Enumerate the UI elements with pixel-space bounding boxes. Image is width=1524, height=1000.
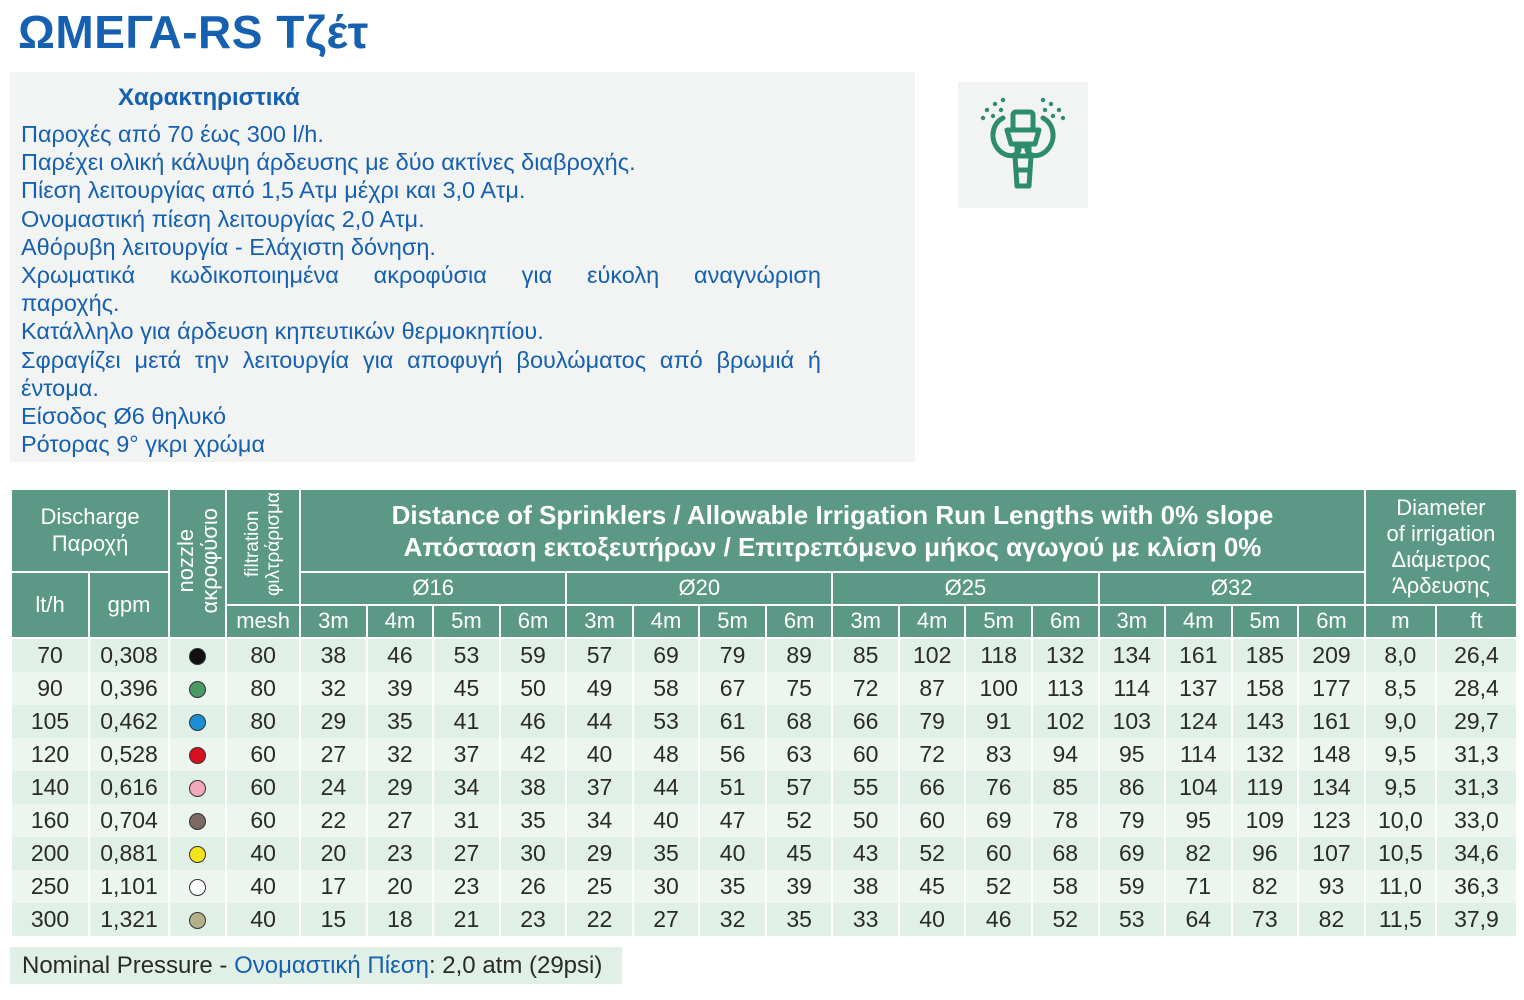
discharge-lth-cell: 120 <box>11 738 89 771</box>
run-length-cell: 38 <box>300 638 367 672</box>
run-length-cell: 67 <box>699 672 766 705</box>
run-length-cell: 68 <box>1032 837 1099 870</box>
table-row <box>11 870 1517 903</box>
run-length-cell: 40 <box>633 804 700 837</box>
run-length-cell: 29 <box>566 837 633 870</box>
run-length-cell: 22 <box>566 903 633 936</box>
table-row <box>11 705 1517 738</box>
nominal-pressure-label-en: Nominal Pressure - <box>22 952 235 979</box>
diameter-m-cell: 11,5 <box>1365 903 1436 936</box>
feature-item: Ρότορας 9° γκρι χρώμα <box>21 431 266 458</box>
mesh-cell: 60 <box>226 738 300 771</box>
run-length-cell: 60 <box>832 738 899 771</box>
run-length-cell: 132 <box>1032 638 1099 672</box>
run-length-cell: 23 <box>367 837 434 870</box>
run-length-cell: 56 <box>699 738 766 771</box>
discharge-lth-cell: 250 <box>11 870 89 903</box>
discharge-gpm-cell: 0,396 <box>89 672 169 705</box>
run-length-cell: 68 <box>766 705 833 738</box>
mesh-cell: 40 <box>226 837 300 870</box>
run-length-cell: 21 <box>433 903 500 936</box>
discharge-gpm-cell: 0,704 <box>89 804 169 837</box>
run-length-cell: 103 <box>1099 705 1166 738</box>
discharge-lth-cell: 200 <box>11 837 89 870</box>
discharge-gpm-cell: 1,321 <box>89 903 169 936</box>
run-length-cell: 79 <box>1099 804 1166 837</box>
discharge-gpm-cell: 1,101 <box>89 870 169 903</box>
nozzle-color-cell <box>169 672 226 705</box>
run-length-cell: 34 <box>433 771 500 804</box>
mesh-cell: 80 <box>226 672 300 705</box>
run-length-cell: 30 <box>633 870 700 903</box>
run-length-cell: 39 <box>367 672 434 705</box>
feature-item: Σφραγίζει μετά την λειτουργία για αποφυγή βουλώματος από βρωμιά ή έντομα. <box>21 346 821 401</box>
run-length-cell: 49 <box>566 672 633 705</box>
run-length-cell: 114 <box>1099 672 1166 705</box>
diameter-header: Diameter of irrigation Διάμετρος Άρδευσης <box>1365 489 1517 605</box>
nominal-pressure-note <box>10 947 622 984</box>
feature-item: Ονομαστική πίεση λειτουργίας 2,0 Ατμ. <box>21 205 425 232</box>
specification-table <box>10 488 1518 936</box>
run-length-cell: 161 <box>1298 705 1365 738</box>
run-length-cell: 102 <box>1032 705 1099 738</box>
unit-mesh: mesh <box>226 605 300 638</box>
spacing-header: 3m <box>566 605 633 638</box>
spacing-header: 5m <box>433 605 500 638</box>
run-length-cell: 44 <box>633 771 700 804</box>
discharge-lth-cell: 140 <box>11 771 89 804</box>
nozzle-color-cell <box>169 903 226 936</box>
nozzle-color-dot <box>189 912 206 929</box>
page-title: ΩΜΕΓΑ-RS Τζέτ <box>18 6 369 58</box>
run-length-cell: 148 <box>1298 738 1365 771</box>
run-length-cell: 37 <box>566 771 633 804</box>
diameter-ft-cell: 26,4 <box>1436 638 1517 672</box>
nozzle-color-dot <box>189 813 206 830</box>
run-length-cell: 85 <box>1032 771 1099 804</box>
nominal-pressure-value: : 2,0 atm (29psi) <box>428 952 603 979</box>
run-length-cell: 18 <box>367 903 434 936</box>
run-length-cell: 137 <box>1165 672 1232 705</box>
run-length-cell: 93 <box>1298 870 1365 903</box>
diameter-ft-cell: 28,4 <box>1436 672 1517 705</box>
features-heading: Χαρακτηριστικά <box>118 84 300 111</box>
diameter-m-cell: 10,5 <box>1365 837 1436 870</box>
spacing-header: 4m <box>899 605 966 638</box>
run-length-cell: 69 <box>1099 837 1166 870</box>
diameter-m-cell: 9,5 <box>1365 738 1436 771</box>
spacing-header: 3m <box>1099 605 1166 638</box>
feature-item: Παροχές από 70 έως 300 l/h. <box>21 121 324 147</box>
spacing-header: 5m <box>965 605 1032 638</box>
run-length-cell: 66 <box>832 705 899 738</box>
table-row <box>11 738 1517 771</box>
run-length-cell: 102 <box>899 638 966 672</box>
run-length-cell: 113 <box>1032 672 1099 705</box>
spacing-header: 3m <box>300 605 367 638</box>
run-length-cell: 132 <box>1232 738 1299 771</box>
run-length-cell: 104 <box>1165 771 1232 804</box>
run-length-cell: 82 <box>1232 870 1299 903</box>
run-length-cell: 35 <box>699 870 766 903</box>
diameter-ft-cell: 31,3 <box>1436 771 1517 804</box>
run-length-cell: 20 <box>367 870 434 903</box>
diameter-ft-cell: 34,6 <box>1436 837 1517 870</box>
spacing-header: 6m <box>1298 605 1365 638</box>
nozzle-color-cell <box>169 870 226 903</box>
run-length-cell: 123 <box>1298 804 1365 837</box>
run-length-cell: 22 <box>300 804 367 837</box>
run-length-cell: 38 <box>832 870 899 903</box>
nozzle-header-label: nozzle ακροφύσιο <box>172 507 222 614</box>
run-length-cell: 73 <box>1232 903 1299 936</box>
feature-item: Κατάλληλο για άρδευση κηπευτικών θερμοκηπίου. <box>21 318 544 345</box>
discharge-gpm-cell: 0,462 <box>89 705 169 738</box>
feature-item: Παρέχει ολική κάλυψη άρδευσης με δύο ακτίνες διαβροχής. <box>21 149 636 176</box>
run-length-cell: 34 <box>566 804 633 837</box>
run-length-cell: 134 <box>1099 638 1166 672</box>
run-length-cell: 45 <box>433 672 500 705</box>
run-length-cell: 185 <box>1232 638 1299 672</box>
nozzle-color-cell <box>169 738 226 771</box>
run-length-cell: 57 <box>566 638 633 672</box>
run-length-cell: 89 <box>766 638 833 672</box>
run-length-cell: 50 <box>832 804 899 837</box>
pipe-header-20: Ø20 <box>566 572 832 605</box>
run-length-cell: 209 <box>1298 638 1365 672</box>
run-length-cell: 26 <box>500 870 567 903</box>
pipe-header-25: Ø25 <box>832 572 1098 605</box>
run-length-cell: 134 <box>1298 771 1365 804</box>
spacing-header: 4m <box>633 605 700 638</box>
run-length-cell: 23 <box>500 903 567 936</box>
run-length-cell: 143 <box>1232 705 1299 738</box>
nozzle-color-dot <box>189 780 206 797</box>
features-list <box>21 120 821 458</box>
run-length-cell: 42 <box>500 738 567 771</box>
diameter-ft-cell: 31,3 <box>1436 738 1517 771</box>
features-panel <box>10 72 915 462</box>
run-length-cell: 20 <box>300 837 367 870</box>
run-length-cell: 45 <box>766 837 833 870</box>
distance-header-gr: Απόσταση εκτοξευτήρων / Επιτρεπόμενο μήκος αγωγού με κλίση 0% <box>403 531 1262 562</box>
run-length-cell: 95 <box>1099 738 1166 771</box>
run-length-cell: 40 <box>699 837 766 870</box>
mesh-cell: 80 <box>226 638 300 672</box>
sprinkler-icon <box>973 90 1073 200</box>
pipe-header-16: Ø16 <box>300 572 566 605</box>
table-row <box>11 672 1517 705</box>
run-length-cell: 27 <box>367 804 434 837</box>
run-length-cell: 27 <box>633 903 700 936</box>
nozzle-color-cell <box>169 804 226 837</box>
run-length-cell: 24 <box>300 771 367 804</box>
run-length-cell: 96 <box>1232 837 1299 870</box>
run-length-cell: 57 <box>766 771 833 804</box>
run-length-cell: 35 <box>633 837 700 870</box>
run-length-cell: 87 <box>899 672 966 705</box>
run-length-cell: 30 <box>500 837 567 870</box>
run-length-cell: 69 <box>633 638 700 672</box>
run-length-cell: 52 <box>965 870 1032 903</box>
run-length-cell: 47 <box>699 804 766 837</box>
run-length-cell: 40 <box>899 903 966 936</box>
feature-item: Χρωματικά κωδικοποιημένα ακροφύσια για εύκολη αναγνώριση παροχής. <box>21 262 821 317</box>
run-length-cell: 52 <box>1032 903 1099 936</box>
run-length-cell: 85 <box>832 638 899 672</box>
table-row <box>11 804 1517 837</box>
discharge-lth-cell: 300 <box>11 903 89 936</box>
feature-item: Πίεση λειτουργίας από 1,5 Ατμ μέχρι και 3,0 Ατμ. <box>21 177 526 204</box>
table-row <box>11 837 1517 870</box>
nozzle-color-cell <box>169 638 226 672</box>
run-length-cell: 39 <box>766 870 833 903</box>
run-length-cell: 72 <box>899 738 966 771</box>
run-length-cell: 46 <box>965 903 1032 936</box>
run-length-cell: 161 <box>1165 638 1232 672</box>
run-length-cell: 32 <box>300 672 367 705</box>
discharge-lth-cell: 160 <box>11 804 89 837</box>
spacing-header: 3m <box>832 605 899 638</box>
run-length-cell: 94 <box>1032 738 1099 771</box>
discharge-lth-cell: 70 <box>11 638 89 672</box>
spacing-header: 5m <box>699 605 766 638</box>
distance-header <box>300 489 1365 572</box>
run-length-cell: 15 <box>300 903 367 936</box>
run-length-cell: 76 <box>965 771 1032 804</box>
run-length-cell: 40 <box>566 738 633 771</box>
discharge-lth-cell: 105 <box>11 705 89 738</box>
run-length-cell: 63 <box>766 738 833 771</box>
run-length-cell: 53 <box>433 638 500 672</box>
run-length-cell: 79 <box>899 705 966 738</box>
run-length-cell: 86 <box>1099 771 1166 804</box>
run-length-cell: 50 <box>500 672 567 705</box>
nozzle-color-dot <box>189 648 206 665</box>
run-length-cell: 25 <box>566 870 633 903</box>
specification-table-body <box>11 638 1517 936</box>
run-length-cell: 177 <box>1298 672 1365 705</box>
spacing-header: 6m <box>500 605 567 638</box>
run-length-cell: 17 <box>300 870 367 903</box>
feature-item: Είσοδος Ø6 θηλυκό <box>21 403 227 430</box>
mesh-cell: 40 <box>226 903 300 936</box>
run-length-cell: 83 <box>965 738 1032 771</box>
run-length-cell: 95 <box>1165 804 1232 837</box>
run-length-cell: 32 <box>367 738 434 771</box>
run-length-cell: 32 <box>699 903 766 936</box>
run-length-cell: 29 <box>300 705 367 738</box>
discharge-gpm-cell: 0,881 <box>89 837 169 870</box>
run-length-cell: 75 <box>766 672 833 705</box>
mesh-cell: 60 <box>226 771 300 804</box>
filtration-header <box>226 489 300 605</box>
diameter-m-cell: 10,0 <box>1365 804 1436 837</box>
nozzle-color-dot <box>189 879 206 896</box>
nozzle-color-dot <box>189 846 206 863</box>
discharge-gpm-cell: 0,528 <box>89 738 169 771</box>
diameter-m-cell: 9,5 <box>1365 771 1436 804</box>
diameter-ft-cell: 29,7 <box>1436 705 1517 738</box>
run-length-cell: 53 <box>1099 903 1166 936</box>
run-length-cell: 82 <box>1165 837 1232 870</box>
diameter-m-cell: 11,0 <box>1365 870 1436 903</box>
nozzle-color-cell <box>169 837 226 870</box>
spacing-header: 4m <box>1165 605 1232 638</box>
run-length-cell: 61 <box>699 705 766 738</box>
discharge-header: Discharge Παροχή <box>11 489 169 572</box>
run-length-cell: 107 <box>1298 837 1365 870</box>
nozzle-color-dot <box>189 681 206 698</box>
run-length-cell: 91 <box>965 705 1032 738</box>
run-length-cell: 71 <box>1165 870 1232 903</box>
run-length-cell: 48 <box>633 738 700 771</box>
run-length-cell: 114 <box>1165 738 1232 771</box>
nozzle-header <box>169 489 226 638</box>
distance-header-en: Distance of Sprinklers / Allowable Irrigation Run Lengths with 0% slope <box>391 499 1274 530</box>
spacing-header: 5m <box>1232 605 1299 638</box>
run-length-cell: 158 <box>1232 672 1299 705</box>
spacing-header: 4m <box>367 605 434 638</box>
mesh-cell: 40 <box>226 870 300 903</box>
nozzle-color-cell <box>169 705 226 738</box>
discharge-lth-cell: 90 <box>11 672 89 705</box>
run-length-cell: 35 <box>766 903 833 936</box>
run-length-cell: 82 <box>1298 903 1365 936</box>
run-length-cell: 66 <box>899 771 966 804</box>
run-length-cell: 69 <box>965 804 1032 837</box>
run-length-cell: 109 <box>1232 804 1299 837</box>
mesh-cell: 60 <box>226 804 300 837</box>
discharge-gpm-cell: 0,308 <box>89 638 169 672</box>
run-length-cell: 72 <box>832 672 899 705</box>
run-length-cell: 53 <box>633 705 700 738</box>
table-row <box>11 903 1517 936</box>
run-length-cell: 60 <box>899 804 966 837</box>
run-length-cell: 31 <box>433 804 500 837</box>
run-length-cell: 59 <box>500 638 567 672</box>
run-length-cell: 35 <box>367 705 434 738</box>
run-length-cell: 44 <box>566 705 633 738</box>
run-length-cell: 41 <box>433 705 500 738</box>
run-length-cell: 23 <box>433 870 500 903</box>
run-length-cell: 27 <box>300 738 367 771</box>
run-length-cell: 33 <box>832 903 899 936</box>
run-length-cell: 45 <box>899 870 966 903</box>
run-length-cell: 51 <box>699 771 766 804</box>
diameter-ft-cell: 33,0 <box>1436 804 1517 837</box>
run-length-cell: 119 <box>1232 771 1299 804</box>
nozzle-color-dot <box>189 747 206 764</box>
table-row <box>11 638 1517 672</box>
run-length-cell: 52 <box>899 837 966 870</box>
unit-ft: ft <box>1436 605 1517 638</box>
unit-lth: lt/h <box>11 572 89 638</box>
run-length-cell: 79 <box>699 638 766 672</box>
run-length-cell: 46 <box>367 638 434 672</box>
diameter-ft-cell: 36,3 <box>1436 870 1517 903</box>
run-length-cell: 78 <box>1032 804 1099 837</box>
filtration-header-label: filtration φιλτράρισμα <box>242 491 285 596</box>
discharge-gpm-cell: 0,616 <box>89 771 169 804</box>
run-length-cell: 52 <box>766 804 833 837</box>
run-length-cell: 55 <box>832 771 899 804</box>
run-length-cell: 118 <box>965 638 1032 672</box>
run-length-cell: 64 <box>1165 903 1232 936</box>
feature-item: Αθόρυβη λειτουργία - Ελάχιστη δόνηση. <box>21 233 436 260</box>
diameter-ft-cell: 37,9 <box>1436 903 1517 936</box>
run-length-cell: 35 <box>500 804 567 837</box>
nozzle-color-dot <box>189 714 206 731</box>
run-length-cell: 38 <box>500 771 567 804</box>
unit-gpm: gpm <box>89 572 169 638</box>
unit-m: m <box>1365 605 1436 638</box>
spacing-header: 6m <box>766 605 833 638</box>
run-length-cell: 46 <box>500 705 567 738</box>
run-length-cell: 37 <box>433 738 500 771</box>
run-length-cell: 100 <box>965 672 1032 705</box>
run-length-cell: 27 <box>433 837 500 870</box>
mesh-cell: 80 <box>226 705 300 738</box>
run-length-cell: 29 <box>367 771 434 804</box>
run-length-cell: 43 <box>832 837 899 870</box>
diameter-m-cell: 8,5 <box>1365 672 1436 705</box>
run-length-cell: 58 <box>1032 870 1099 903</box>
run-length-cell: 60 <box>965 837 1032 870</box>
diameter-m-cell: 9,0 <box>1365 705 1436 738</box>
table-row <box>11 771 1517 804</box>
run-length-cell: 124 <box>1165 705 1232 738</box>
spacing-header: 6m <box>1032 605 1099 638</box>
pipe-header-32: Ø32 <box>1099 572 1365 605</box>
diameter-m-cell: 8,0 <box>1365 638 1436 672</box>
nominal-pressure-label-gr: Ονομαστική Πίεση <box>234 952 429 979</box>
run-length-cell: 58 <box>633 672 700 705</box>
run-length-cell: 59 <box>1099 870 1166 903</box>
nozzle-color-cell <box>169 771 226 804</box>
sprinkler-icon-box <box>958 82 1088 208</box>
